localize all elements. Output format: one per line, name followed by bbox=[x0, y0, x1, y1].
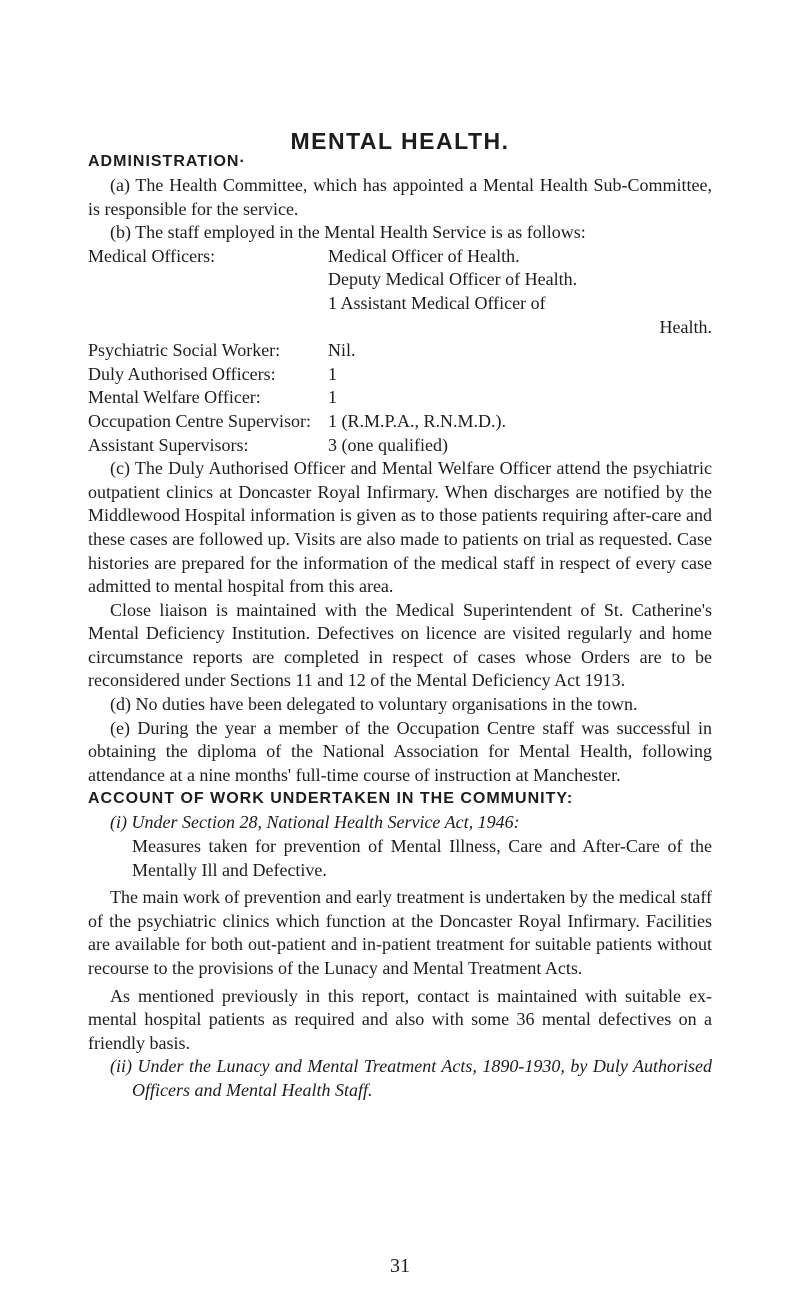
staff-value-medical-2: Deputy Medical Officer of Health. bbox=[328, 269, 578, 290]
document-body bbox=[88, 150, 712, 1103]
administration-heading: ADMINISTRATION· bbox=[88, 153, 246, 170]
paragraph-contact: As mentioned previously in this report, contact is maintained with suitable ex-mental hospital patients as required and also with some 36 mental defectives on a friendly basis. bbox=[88, 985, 712, 1053]
staff-label: Duly Authorised Officers: bbox=[88, 363, 276, 384]
paragraph-d: (d) No duties have been delegated to voluntary organisations in the town. bbox=[110, 694, 638, 715]
staff-label: Occupation Centre Supervisor: bbox=[88, 410, 311, 431]
staff-value-medical-1: Medical Officer of Health. bbox=[328, 245, 520, 266]
staff-value: 1 bbox=[328, 363, 337, 384]
paragraph-prevention: The main work of prevention and early treatment is undertaken by the medical staff of the psychiatric clinics which function at the Doncaster Royal Infirmary. Facilities are available for both out-patient and in-patient treatment for suitable patients without recourse to the provisions of the Lunacy and Mental Treatment Acts. bbox=[88, 887, 712, 978]
staff-label: Assistant Supervisors: bbox=[88, 434, 249, 455]
staff-value: 1 bbox=[328, 387, 337, 408]
paragraph-e: (e) During the year a member of the Occupation Centre staff was successful in obtaining the diploma of the National Association for Mental Health, following attendance at a nine months' full-time course of instruction at Manchester. bbox=[88, 717, 712, 785]
paragraph-b: (b) The staff employed in the Mental Health Service is as follows: bbox=[110, 222, 586, 243]
page-number: 31 bbox=[390, 1255, 410, 1277]
staff-value-medical-3b: Health. bbox=[659, 316, 712, 337]
paragraph-c: (c) The Duly Authorised Officer and Mental Welfare Officer attend the psychiatric outpatient clinics at Doncaster Royal Infirmary. When discharges are notified by the Middlewood Hospital information is given as to those patients requiring after-care and these cases are followed up. Visits are also made to patients on trial as requested. Case histories are prepared for the information of the medical staff in respect of every case admitted to mental hospital from this area. bbox=[88, 458, 712, 597]
staff-label-medical: Medical Officers: bbox=[88, 245, 216, 266]
item-ii-heading: (ii) Under the Lunacy and Mental Treatment Acts, 1890-1930, by Duly Authorised Officers and Mental Health Staff. bbox=[110, 1056, 712, 1100]
staff-label: Psychiatric Social Worker: bbox=[88, 340, 281, 361]
paragraph-a: (a) The Health Committee, which has appointed a Mental Health Sub-Committee, is responsible for the service. bbox=[88, 175, 712, 219]
staff-label: Mental Welfare Officer: bbox=[88, 387, 261, 408]
staff-value: 1 (R.M.P.A., R.N.M.D.). bbox=[328, 410, 507, 431]
page-title: MENTAL HEALTH. bbox=[290, 128, 510, 154]
paragraph-c-liaison: Close liaison is maintained with the Medical Superintendent of St. Catherine's Mental Deficiency Institution. Defectives on licence are visited regularly and home circumstance reports are completed in respect of cases whose Orders are to be reconsidered under Sections 11 and 12 of the Mental Deficiency Act 1913. bbox=[88, 599, 712, 691]
staff-value: 3 (one qualified) bbox=[328, 434, 448, 455]
item-i-description: Measures taken for prevention of Mental Illness, Care and After-Care of the Mentally Ill and Defective. bbox=[132, 836, 712, 880]
item-i-heading: (i) Under Section 28, National Health Service Act, 1946: bbox=[110, 812, 520, 833]
community-heading: ACCOUNT OF WORK UNDERTAKEN IN THE COMMUNITY: bbox=[88, 790, 574, 808]
staff-table bbox=[88, 245, 712, 457]
staff-value-medical-3: 1 Assistant Medical Officer of bbox=[328, 292, 546, 313]
staff-value: Nil. bbox=[328, 340, 356, 361]
